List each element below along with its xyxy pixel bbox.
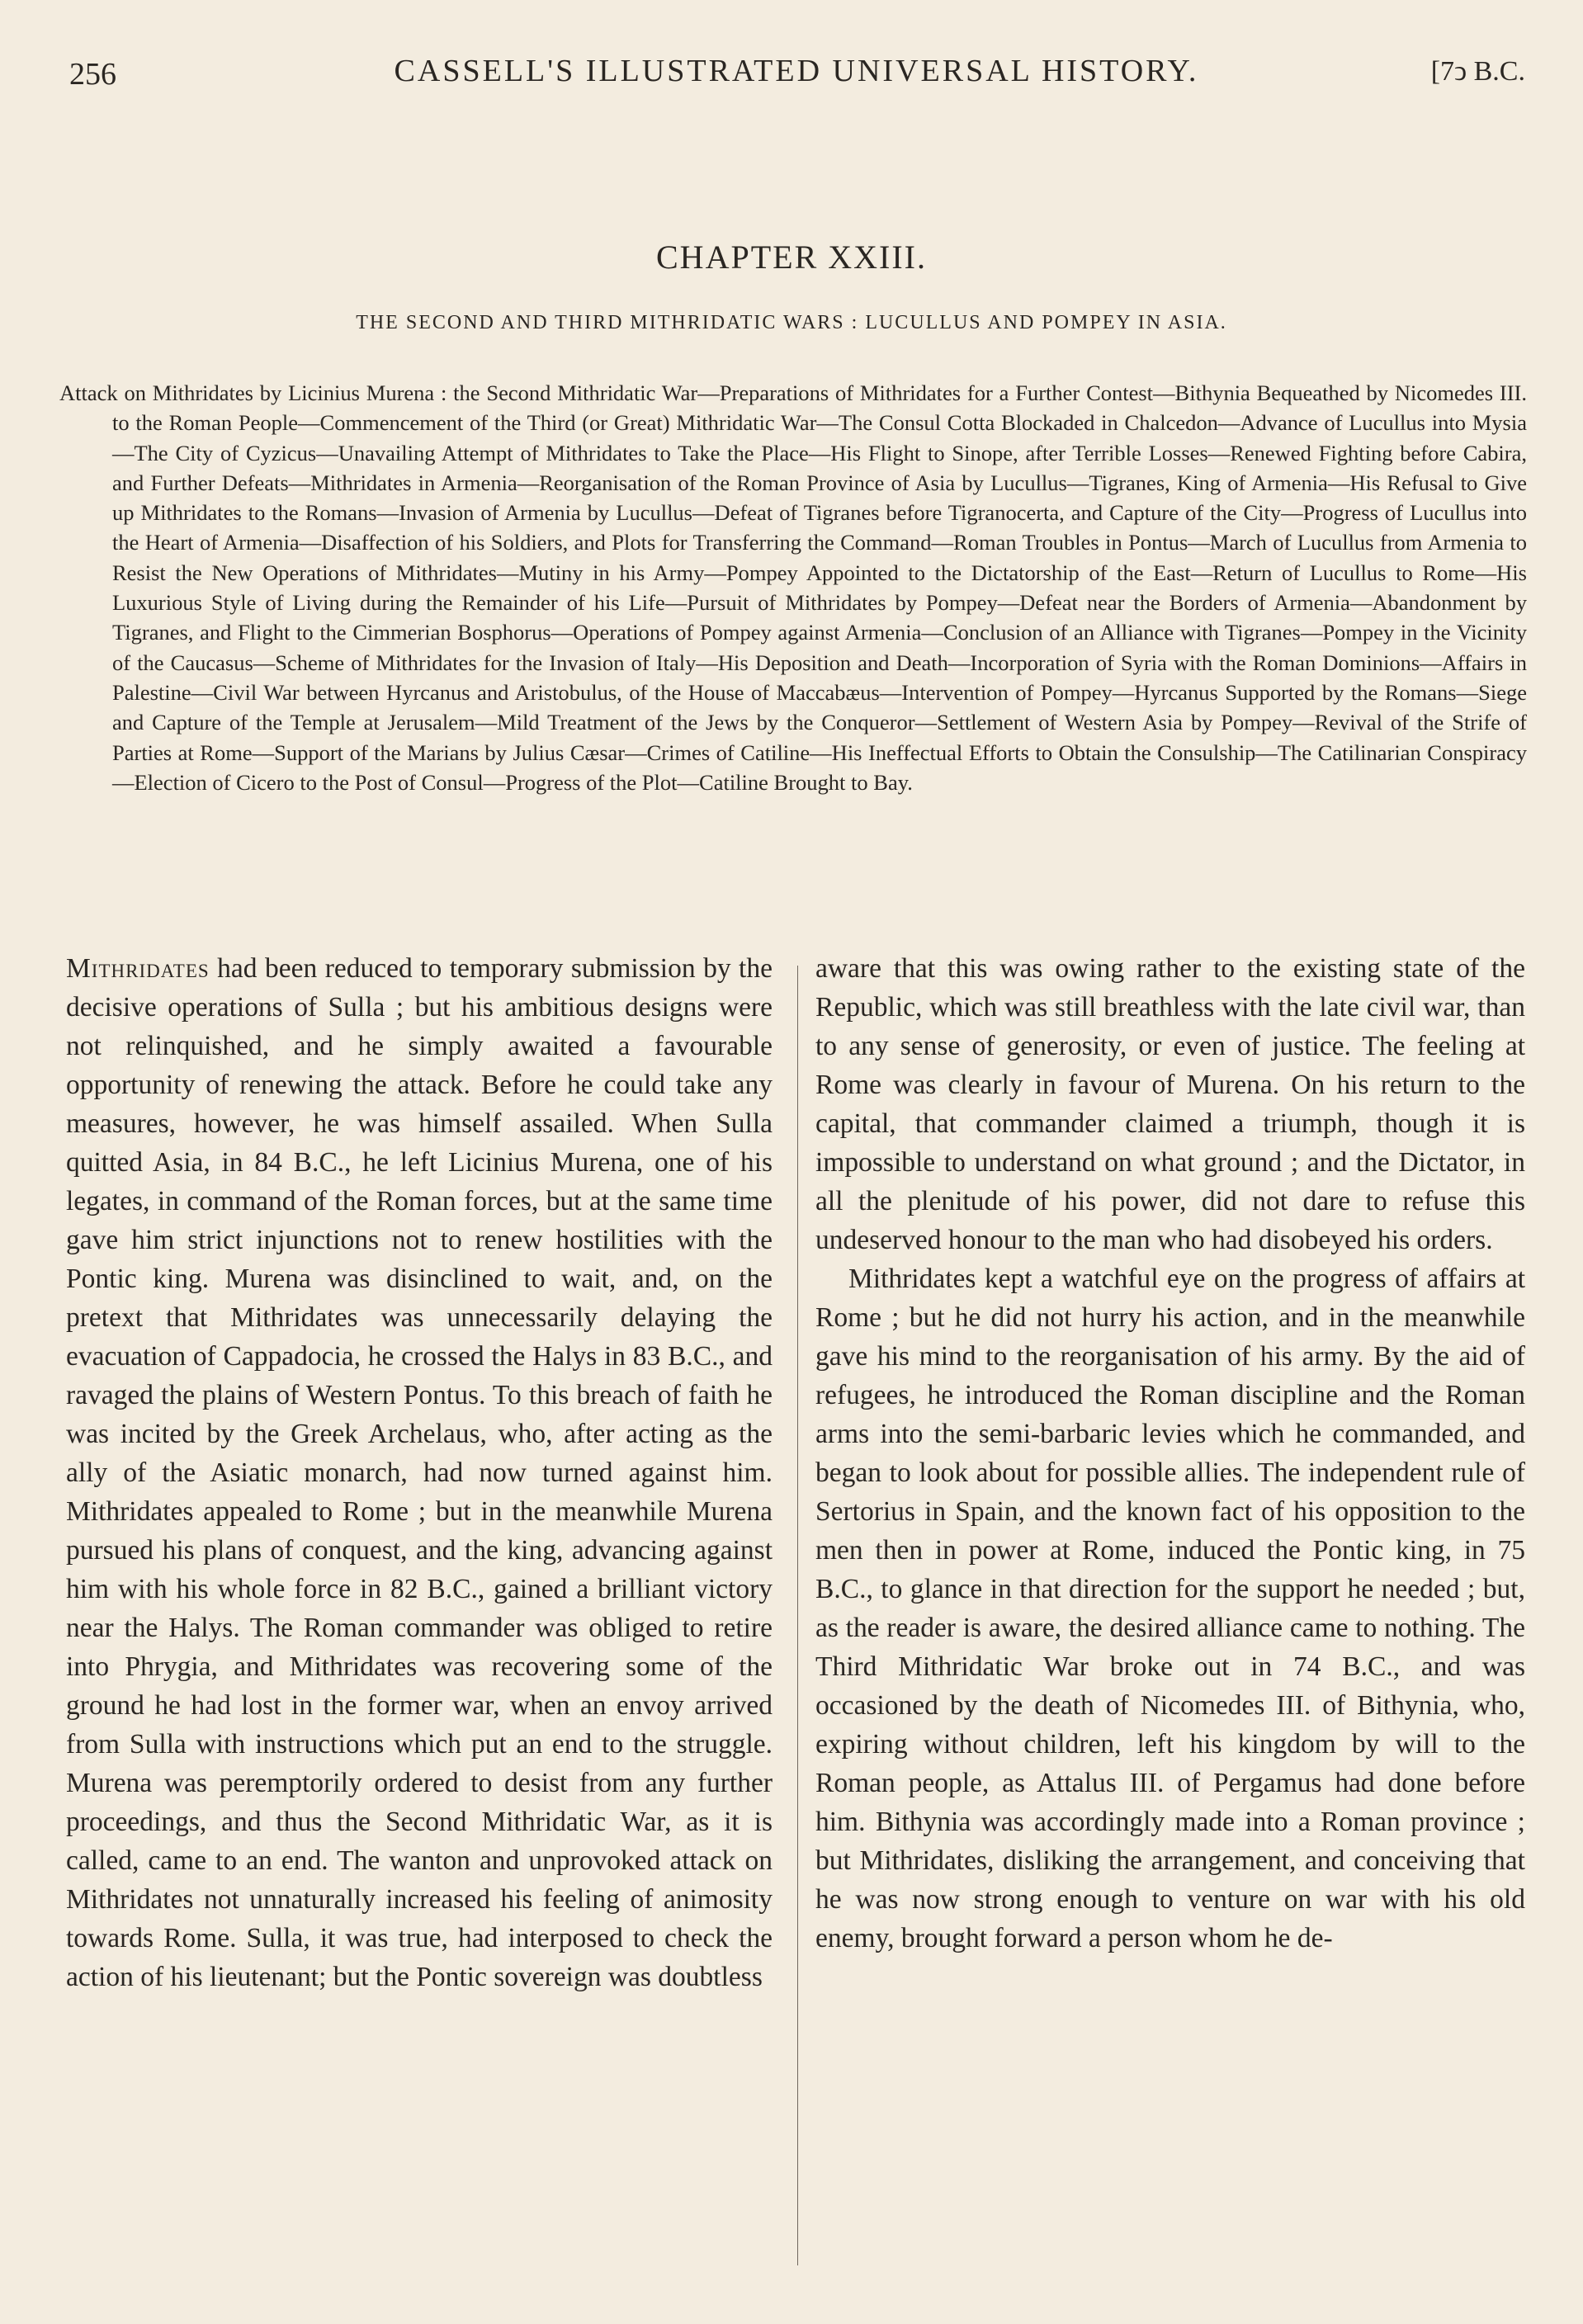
paragraph: aware that this was owing rather to the existing state of the Republic, which was still breathless with the late civil war, than to any sense of generosity, or even of justice. The feeling at Rome was clearly in favour of Murena. On his return to the capital, that commander claimed a triumph, though it is impossible to understand on what ground ; and the Dictator, in all the plenitude of his power, did not dare to refuse this undeserved honour to the man who had disobeyed his orders. [815,953,1525,1255]
chapter-summary [59,378,1527,797]
paragraph-text: had been reduced to temporary submission by the decisive operations of Sulla ; but his ambitious designs were not relinquished, and he simply awaited a favourable opportunity of renewing the attack. Before he could take any measures, however, he was himself assailed. When Sulla quitted Asia, in 84 B.C., he left Licinius Murena, one of his legates, in command of the Roman forces, but at the same time gave him strict injunctions not to renew hostilities with the Pontic king. Murena was disinclined to wait, and, on the pretext that Mithridates was unnecessarily delaying the evacuation of Cappadocia, he crossed the Halys in 83 B.C., and ravaged the plains of Western Pontus. To this breach of faith he was incited by the Greek Archelaus, who, after acting as the ally of the Asiatic monarch, had now turned against him. Mithridates appealed to Rome ; but in the meanwhile Murena pursued his plans of conquest, and the king, advancing against him with his whole force in 82 B.C., gained a brilliant victory near the Halys. The Roman commander was obliged to retire into Phrygia, and Mithridates was recovering some of the ground he had lost in the former war, when an envoy arrived from Sulla with instructions which put an end to the struggle. Murena was peremptorily ordered to desist from any further proceedings, and thus the Second Mithridatic War, as it is called, came to an end. The wanton and unprovoked attack on Mithridates not unnaturally increased his feeling of animosity towards Rome. Sulla, it was true, had interposed to check the action of his lieutenant; but the Pontic sovereign was doubtless [66,953,773,1992]
page-number: 256 [69,57,116,92]
date-marker: [7ↄ B.C. [1430,56,1525,87]
running-head [66,50,1527,99]
paragraph: Mithridates kept a watchful eye on the progress of affairs at Rome ; but he did not hurry his action, and in the meanwhile gave his mind to the reorganisation of his army. By the aid of refugees, he introduced the Roman discipline and the Roman arms into the semi-barbaric levies which he commanded, and began to look about for possible allies. The independent rule of Sertorius in Spain, and the known fact of his opposition to the men then in power at Rome, induced the Pontic king, in 75 B.C., to glance in that direction for the support he needed ; but, as the reader is aware, the desired alliance came to nothing. The Third Mithridatic War broke out in 74 B.C., and was occasioned by the death of Nicomedes III. of Bithynia, who, expiring without children, left his kingdom by will to the Roman people, as Attalus III. of Pergamus had done before him. Bithynia was accordingly made into a Roman province ; but Mithridates, disliking the arrangement, and conceiving that he was now strong enough to venture on war with his old enemy, brought forward a person whom he de- [815,1264,1525,1953]
summary-text: Attack on Mithridates by Licinius Murena : the Second Mithridatic War—Preparations of Mithridates for a Further Contest—Bithynia Bequeathed by Nicomedes III. to the Roman People—Commencement of the Third (or Great) Mithridatic War—The Consul Cotta Blockaded in Chalcedon—Advance of Lucullus into Mysia—The City of Cyzicus—Unavailing Attempt of Mithridates to Take the Place—His Flight to Sinope, after Terrible Losses—Renewed Fighting before Cabira, and Further Defeats—Mithridates in Armenia—Reorganisation of the Roman Province of Asia by Lucullus—Tigranes, King of Armenia—His Refusal to Give up Mithridates to the Romans—Invasion of Armenia by Lucullus—Defeat of Tigranes before Tigranocerta, and Capture of the City—Progress of Lucullus into the Heart of Armenia—Disaffection of his Soldiers, and Plots for Transferring the Command—Roman Troubles in Pontus—March of Lucullus from Armenia to Resist the New Operations of Mithridates—Mutiny in his Army—Pompey Appointed to the Dictatorship of the East—Return of Lucullus to Rome—His Luxurious Style of Living during the Remainder of his Life—Pursuit of Mithridates by Pompey—Defeat near the Borders of Armenia—Abandonment by Tigranes, and Flight to the Cimmerian Bosphorus—Operations of Pompey against Armenia—Conclusion of an Alliance with Tigranes—Pompey in the Vicinity of the Caucasus—Scheme of Mithridates for the Invasion of Italy—His Deposition and Death—Incorporation of Syria with the Roman Dominions—Affairs in Palestine—Civil War between Hyrcanus and Aristobulus, of the House of Maccabæus—Intervention of Pompey—Hyrcanus Supported by the Romans—Siege and Capture of the Temple at Jerusalem—Mild Treatment of the Jews by the Conqueror—Settlement of Western Asia by Pompey—Revival of the Strife of Parties at Rome—Support of the Marians by Julius Cæsar—Crimes of Catiline—His Ineffectual Efforts to Obtain the Consulship—The Catilinarian Conspiracy—Election of Cicero to the Post of Consul—Progress of the Plot—Catiline Brought to Bay. [59,380,1527,795]
left-column [66,949,773,1996]
opening-word: Mithridates [66,953,210,984]
chapter-title: THE SECOND AND THIRD MITHRIDATIC WARS : LUCULLUS AND POMPEY IN ASIA. [356,312,1227,333]
column-divider [797,966,798,2265]
running-title: CASSELL'S ILLUSTRATED UNIVERSAL HISTORY. [394,54,1199,88]
right-column [815,949,1525,1958]
chapter-number: CHAPTER XXIII. [656,239,927,276]
paragraph [66,949,773,1996]
